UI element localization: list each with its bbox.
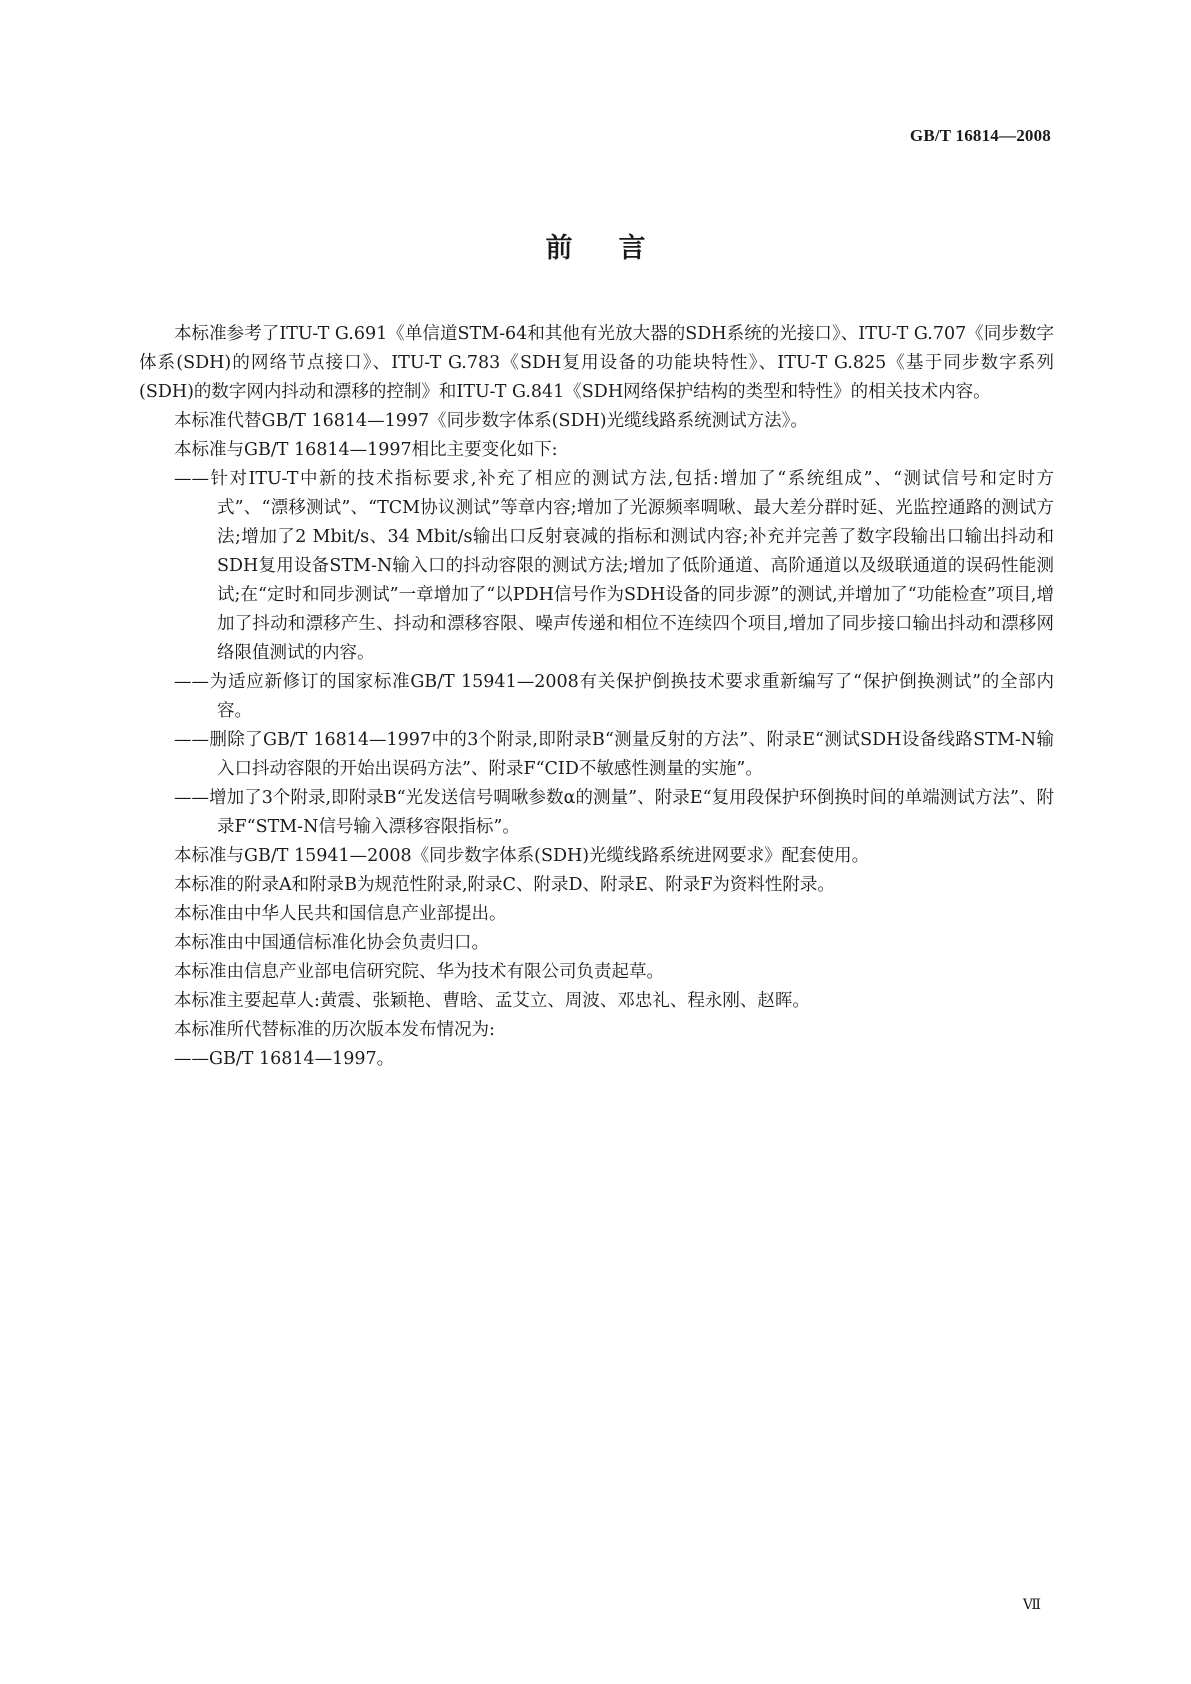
change-item: ——增加了3个附录,即附录B“光发送信号啁啾参数α的测量”、附录E“复用段保护环倒换时间的单端测试方法”、附录F“STM-N信号输入漂移容限指标”。: [174, 788, 1054, 837]
paragraph-companion-standard: 本标准与GB/T 15941—2008《同步数字体系(SDH)光缆线路系统进网要求》配套使用。: [174, 846, 870, 866]
paragraph-changes-intro: 本标准与GB/T 16814—1997相比主要变化如下:: [174, 440, 558, 460]
paragraph-references: 本标准参考了ITU-T G.691《单信道STM-64和其他有光放大器的SDH系统的光接口》、ITU-T G.707《同步数字体系(SDH)的网络节点接口》、ITU-T G.783《SDH复用设备的功能块特性》、ITU-T G.825《基于同步数字系列(SDH)的数字网内抖动和漂移的控制》和ITU-T G.841《SDH网络保护结构的类型和特性》的相关技术内容。: [139, 324, 1054, 402]
change-item: ——删除了GB/T 16814—1997中的3个附录,即附录B“测量反射的方法”、附录E“测试SDH设备线路STM-N输入口抖动容限的开始出误码方法”、附录F“CID不敏感性测量的实施”。: [174, 730, 1054, 779]
paragraph-drafters: 本标准主要起草人:黄震、张颖艳、曹晗、孟艾立、周波、邓忠礼、程永刚、赵晖。: [174, 991, 810, 1011]
paragraph-history-intro: 本标准所代替标准的历次版本发布情况为:: [174, 1020, 495, 1040]
change-item: ——为适应新修订的国家标准GB/T 15941—2008有关保护倒换技术要求重新编写了“保护倒换测试”的全部内容。: [174, 672, 1054, 721]
page-title: 前言: [545, 233, 692, 264]
standard-number: GB/T 16814—2008: [909, 126, 1051, 145]
change-item: ——针对ITU-T中新的技术指标要求,补充了相应的测试方法,包括:增加了“系统组成”、“测试信号和定时方式”、“漂移测试”、“TCM协议测试”等章内容;增加了光源频率啁啾、最大差分群时延、光监控通路的测试方法;增加了2 Mbit/s、34 Mbit/s输出口反射衰减的指标和测试内容;补充并完善了数字段输出口输出抖动和SDH复用设备STM-N输入口的抖动容限的测试方法;增加了低阶通道、高阶通道以及级联通道的误码性能测试;在“定时和同步测试”一章增加了“以PDH信号作为SDH设备的同步源”的测试,并增加了“功能检查”项目,增加了抖动和漂移产生、抖动和漂移容限、噪声传递和相位不连续四个项目,增加了同步接口输出抖动和漂移网络限值测试的内容。: [174, 469, 1054, 663]
paragraph-proposed-by: 本标准由中华人民共和国信息产业部提出。: [174, 904, 507, 924]
paragraph-replaces: 本标准代替GB/T 16814—1997《同步数字体系(SDH)光缆线路系统测试方法》。: [174, 411, 808, 431]
history-item: ——GB/T 16814—1997。: [174, 1049, 395, 1069]
page-number: Ⅶ: [1022, 1598, 1041, 1613]
paragraph-drafting-units: 本标准由信息产业部电信研究院、华为技术有限公司负责起草。: [174, 962, 664, 982]
paragraph-annexes: 本标准的附录A和附录B为规范性附录,附录C、附录D、附录E、附录F为资料性附录。: [174, 875, 835, 895]
paragraph-centralized-by: 本标准由中国通信标准化协会负责归口。: [174, 933, 489, 953]
foreword-body: [139, 320, 1054, 1074]
